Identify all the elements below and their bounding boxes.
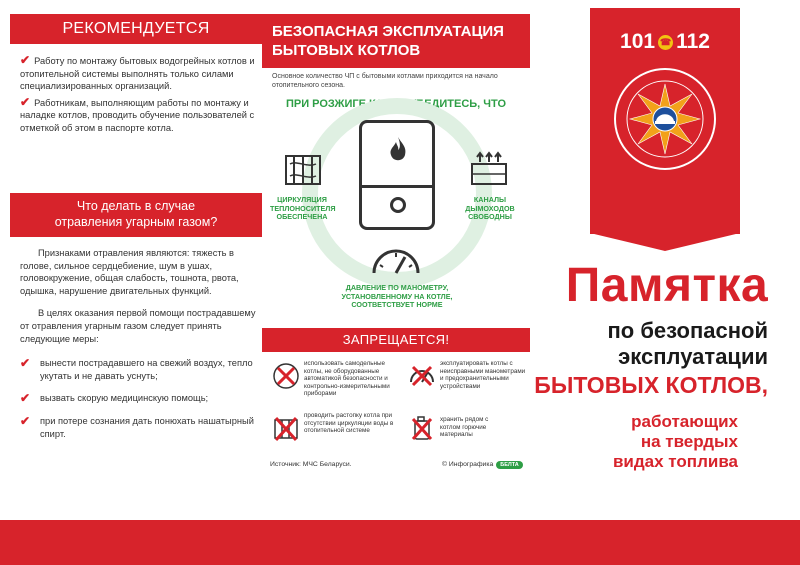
forbidden-text: эксплуатировать котлы с неисправными манометрами и предохранительными устройствами: [440, 360, 526, 390]
boiler-icon: [359, 120, 435, 230]
forbidden-banner: ЗАПРЕЩАЕТСЯ!: [262, 328, 530, 352]
list-item: ✔ при потере сознания дать понюхать нашатырный спирт.: [20, 413, 254, 439]
infographic-subtitle: Основное количество ЧП с бытовыми котлами приходится на начало отопительного сезона.: [272, 73, 498, 89]
flame-icon: [388, 137, 408, 163]
bottom-red-strip: [0, 520, 800, 565]
forbidden-gauge-icon: [408, 362, 436, 390]
forbidden-text: использовать самодельные котлы, не оборудованные автоматикой безопасности и контрольно-измерительными приборами: [304, 360, 390, 398]
brochure-main-title: Памятка: [565, 259, 769, 312]
phone-icon: ☎: [658, 35, 673, 50]
forbidden-homemade-boiler-icon: [272, 362, 300, 390]
infographic-title: БЕЗОПАСНАЯ ЭКСПЛУАТАЦИЯ БЫТОВЫХ КОТЛОВ: [262, 14, 530, 68]
title-line: по безопасной: [607, 318, 768, 343]
source-text: Источник: МЧС Беларуси.: [270, 461, 352, 468]
chimney-icon: [468, 150, 510, 190]
forbidden-canister-icon: [408, 414, 436, 442]
chimney-caption: КАНАЛЫ ДЫМОХОДОВ СВОБОДНЫ: [465, 195, 515, 221]
pressure-caption: ДАВЛЕНИЕ ПО МАНОМЕТРУ, УСТАНОВЛЕННОМУ НА КОТЛЕ, СООТВЕТСТВУЕТ НОРМЕ: [341, 283, 453, 309]
belta-logo: БЕЛТА: [496, 461, 522, 469]
check-icon: ✔: [20, 53, 31, 67]
check-icon: ✔: [20, 356, 31, 371]
radiator-icon: [282, 150, 324, 190]
list-item: ✔ Работу по монтажу бытовых водогрейных котлов и отопительной системы выполнять только силами специализированных организаций.: [20, 53, 255, 92]
left-panel: [0, 0, 262, 565]
title-line: эксплуатации: [618, 344, 768, 369]
right-panel: [532, 0, 800, 565]
mchs-emblem-icon: [612, 66, 718, 172]
forbidden-radiator-icon: [272, 414, 300, 442]
check-icon: ✔: [20, 391, 31, 406]
recommended-list: [20, 54, 256, 138]
title-line: на твердых: [640, 432, 738, 451]
knob-icon: [390, 197, 406, 213]
forbidden-text: проводить растопку котла при отсутствии циркуляции воды в отопительной системе: [304, 412, 394, 435]
infographic-credit: © Инфографика БЕЛТА: [442, 461, 523, 469]
check-icon: ✔: [20, 94, 31, 109]
list-item: ✔ Работникам, выполняющим работы по монтажу и наладке котлов, проводить обучение пользователей с отметкой об этом в паспорте котла.: [20, 94, 255, 133]
title-line: БЫТОВЫХ КОТЛОВ,: [534, 372, 768, 398]
poisoning-banner: Что делать в случае отравления угарным газом?: [10, 193, 262, 237]
circulation-caption: ЦИРКУЛЯЦИЯ ТЕПЛОНОСИТЕЛЯ ОБЕСПЕЧЕНА: [270, 195, 336, 221]
title-line: работающих: [631, 412, 738, 431]
forbidden-text: хранить рядом с котлом горючие материалы: [440, 416, 489, 439]
middle-panel: [262, 0, 532, 565]
ribbon-point: [590, 233, 740, 251]
recommended-banner: РЕКОМЕНДУЕТСЯ: [10, 14, 262, 44]
pressure-gauge-icon: [371, 249, 421, 275]
symptoms-text: Признаками отравления являются: тяжесть в голове, сильное сердцебиение, шум в ушах, головокружение, общая слабость, тошнота, рвота, одышка, нарушение двигательных функций. В целях оказания первой помощи пострадавшему от отравления угарным газом следует принять следующие меры: ✔ вынести пострадавшего на свежий воздух, тепло укутать и не давать уснуть; ✔ вызвать скорую медицинскую помощь; ✔ при потере сознания дать понюхать нашатырный спирт.: [20, 248, 256, 439]
list-item: ✔ вызвать скорую медицинскую помощь;: [20, 391, 209, 406]
check-icon: ✔: [20, 413, 31, 428]
check-heading: ПРИ РОЗЖИГЕ КОТЛА УБЕДИТЕСЬ, ЧТО: [285, 98, 507, 110]
emergency-numbers: 101 ☎ 112: [620, 30, 710, 53]
title-line: видах топлива: [612, 452, 738, 471]
list-item: ✔ вынести пострадавшего на свежий воздух, тепло укутать и не давать уснуть;: [20, 356, 253, 381]
